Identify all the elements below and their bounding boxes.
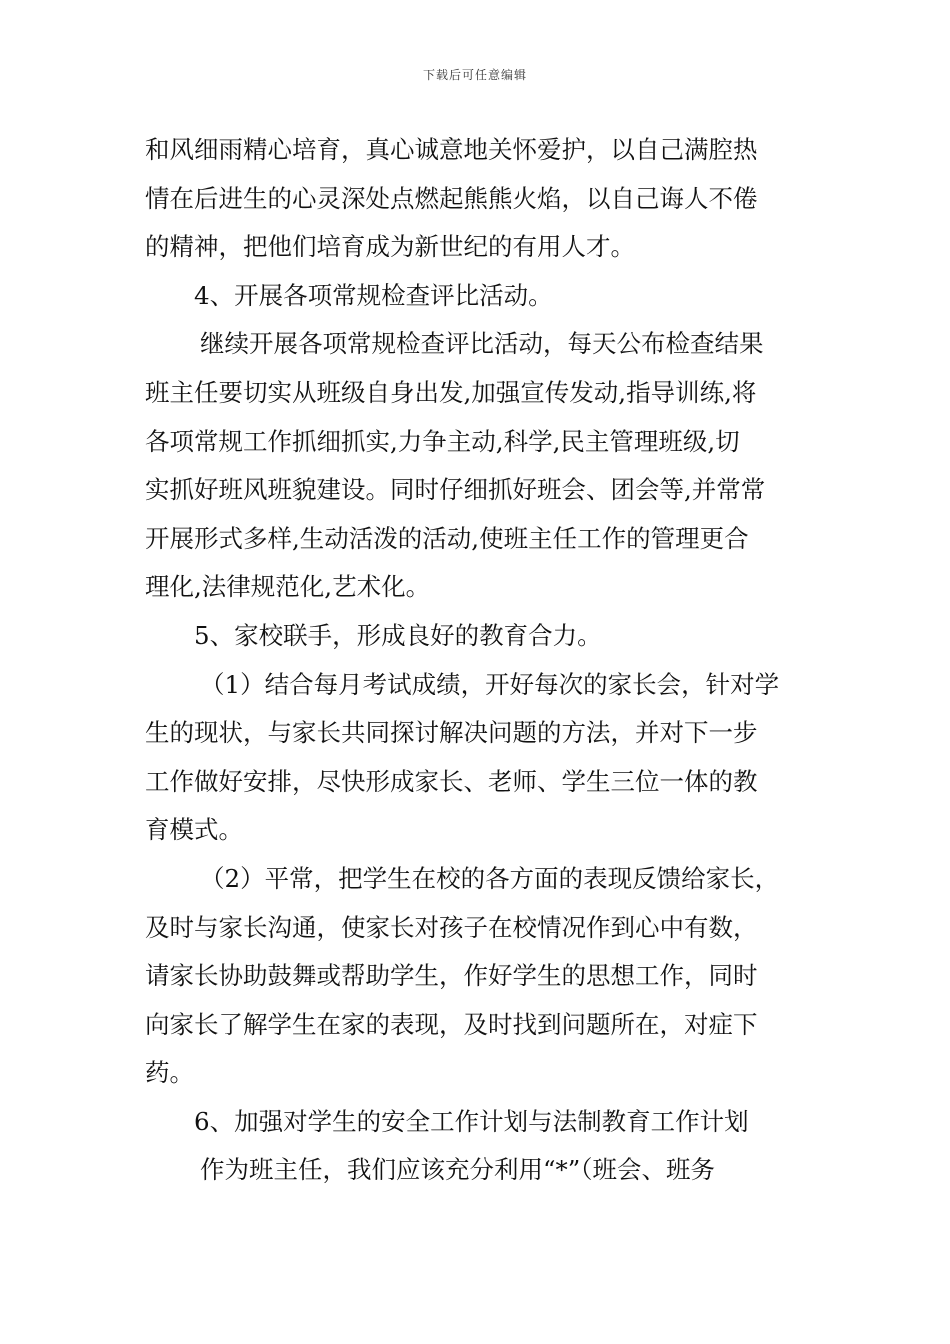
text-line: 继续开展各项常规检查评比活动，每天公布检查结果 [200, 329, 764, 359]
text-line: 的精神，把他们培育成为新世纪的有用人才。 [145, 232, 635, 262]
text-line: 及时与家长沟通，使家长对孩子在校情况作到心中有数， [145, 912, 758, 942]
text-line: （1）结合每月考试成绩，开好每次的家长会，针对学 [200, 669, 780, 699]
text-line: 工作做好安排，尽快形成家长、老师、学生三位一体的教 [145, 766, 758, 796]
section-heading-5: 5、家校联手，形成良好的教育合力。 [194, 620, 602, 650]
page-header: 下载后可任意编辑 [422, 68, 527, 82]
document-body [145, 126, 807, 1195]
text-line: 各项常规工作抓细抓实,力争主动,科学,民主管理班级,切 [145, 426, 740, 456]
section-heading-4: 4、开展各项常规检查评比活动。 [194, 280, 553, 310]
text-line: 和风细雨精心培育，真心诚意地关怀爱护，以自己满腔热 [145, 135, 758, 164]
text-line: 作为班主任，我们应该充分利用“*”（班会、班务 [200, 1155, 716, 1185]
text-line: 开展形式多样,生动活泼的活动,使班主任工作的管理更合 [145, 523, 749, 553]
text-line: 情在后进生的心灵深处点燃起熊熊火焰，以自己诲人不倦 [145, 183, 758, 213]
text-line: 育模式。 [145, 815, 243, 845]
text-line: 药。 [145, 1058, 194, 1088]
section-heading-6: 6、加强对学生的安全工作计划与法制教育工作计划 [194, 1106, 749, 1136]
text-line: 实抓好班风班貌建设。同时仔细抓好班会、团会等,并常常 [145, 475, 766, 505]
text-line: 生的现状，与家长共同探讨解决问题的方法，并对下一步 [145, 718, 758, 748]
text-line: （2）平常，把学生在校的各方面的表现反馈给家长， [200, 863, 780, 893]
text-line: 向家长了解学生在家的表现，及时找到问题所在，对症下 [145, 1009, 758, 1039]
text-line: 请家长协助鼓舞或帮助学生，作好学生的思想工作，同时 [145, 961, 758, 991]
text-line: 班主任要切实从班级自身出发,加强宣传发动,指导训练,将 [145, 377, 757, 407]
text-line: 理化,法律规范化,艺术化。 [145, 572, 431, 602]
